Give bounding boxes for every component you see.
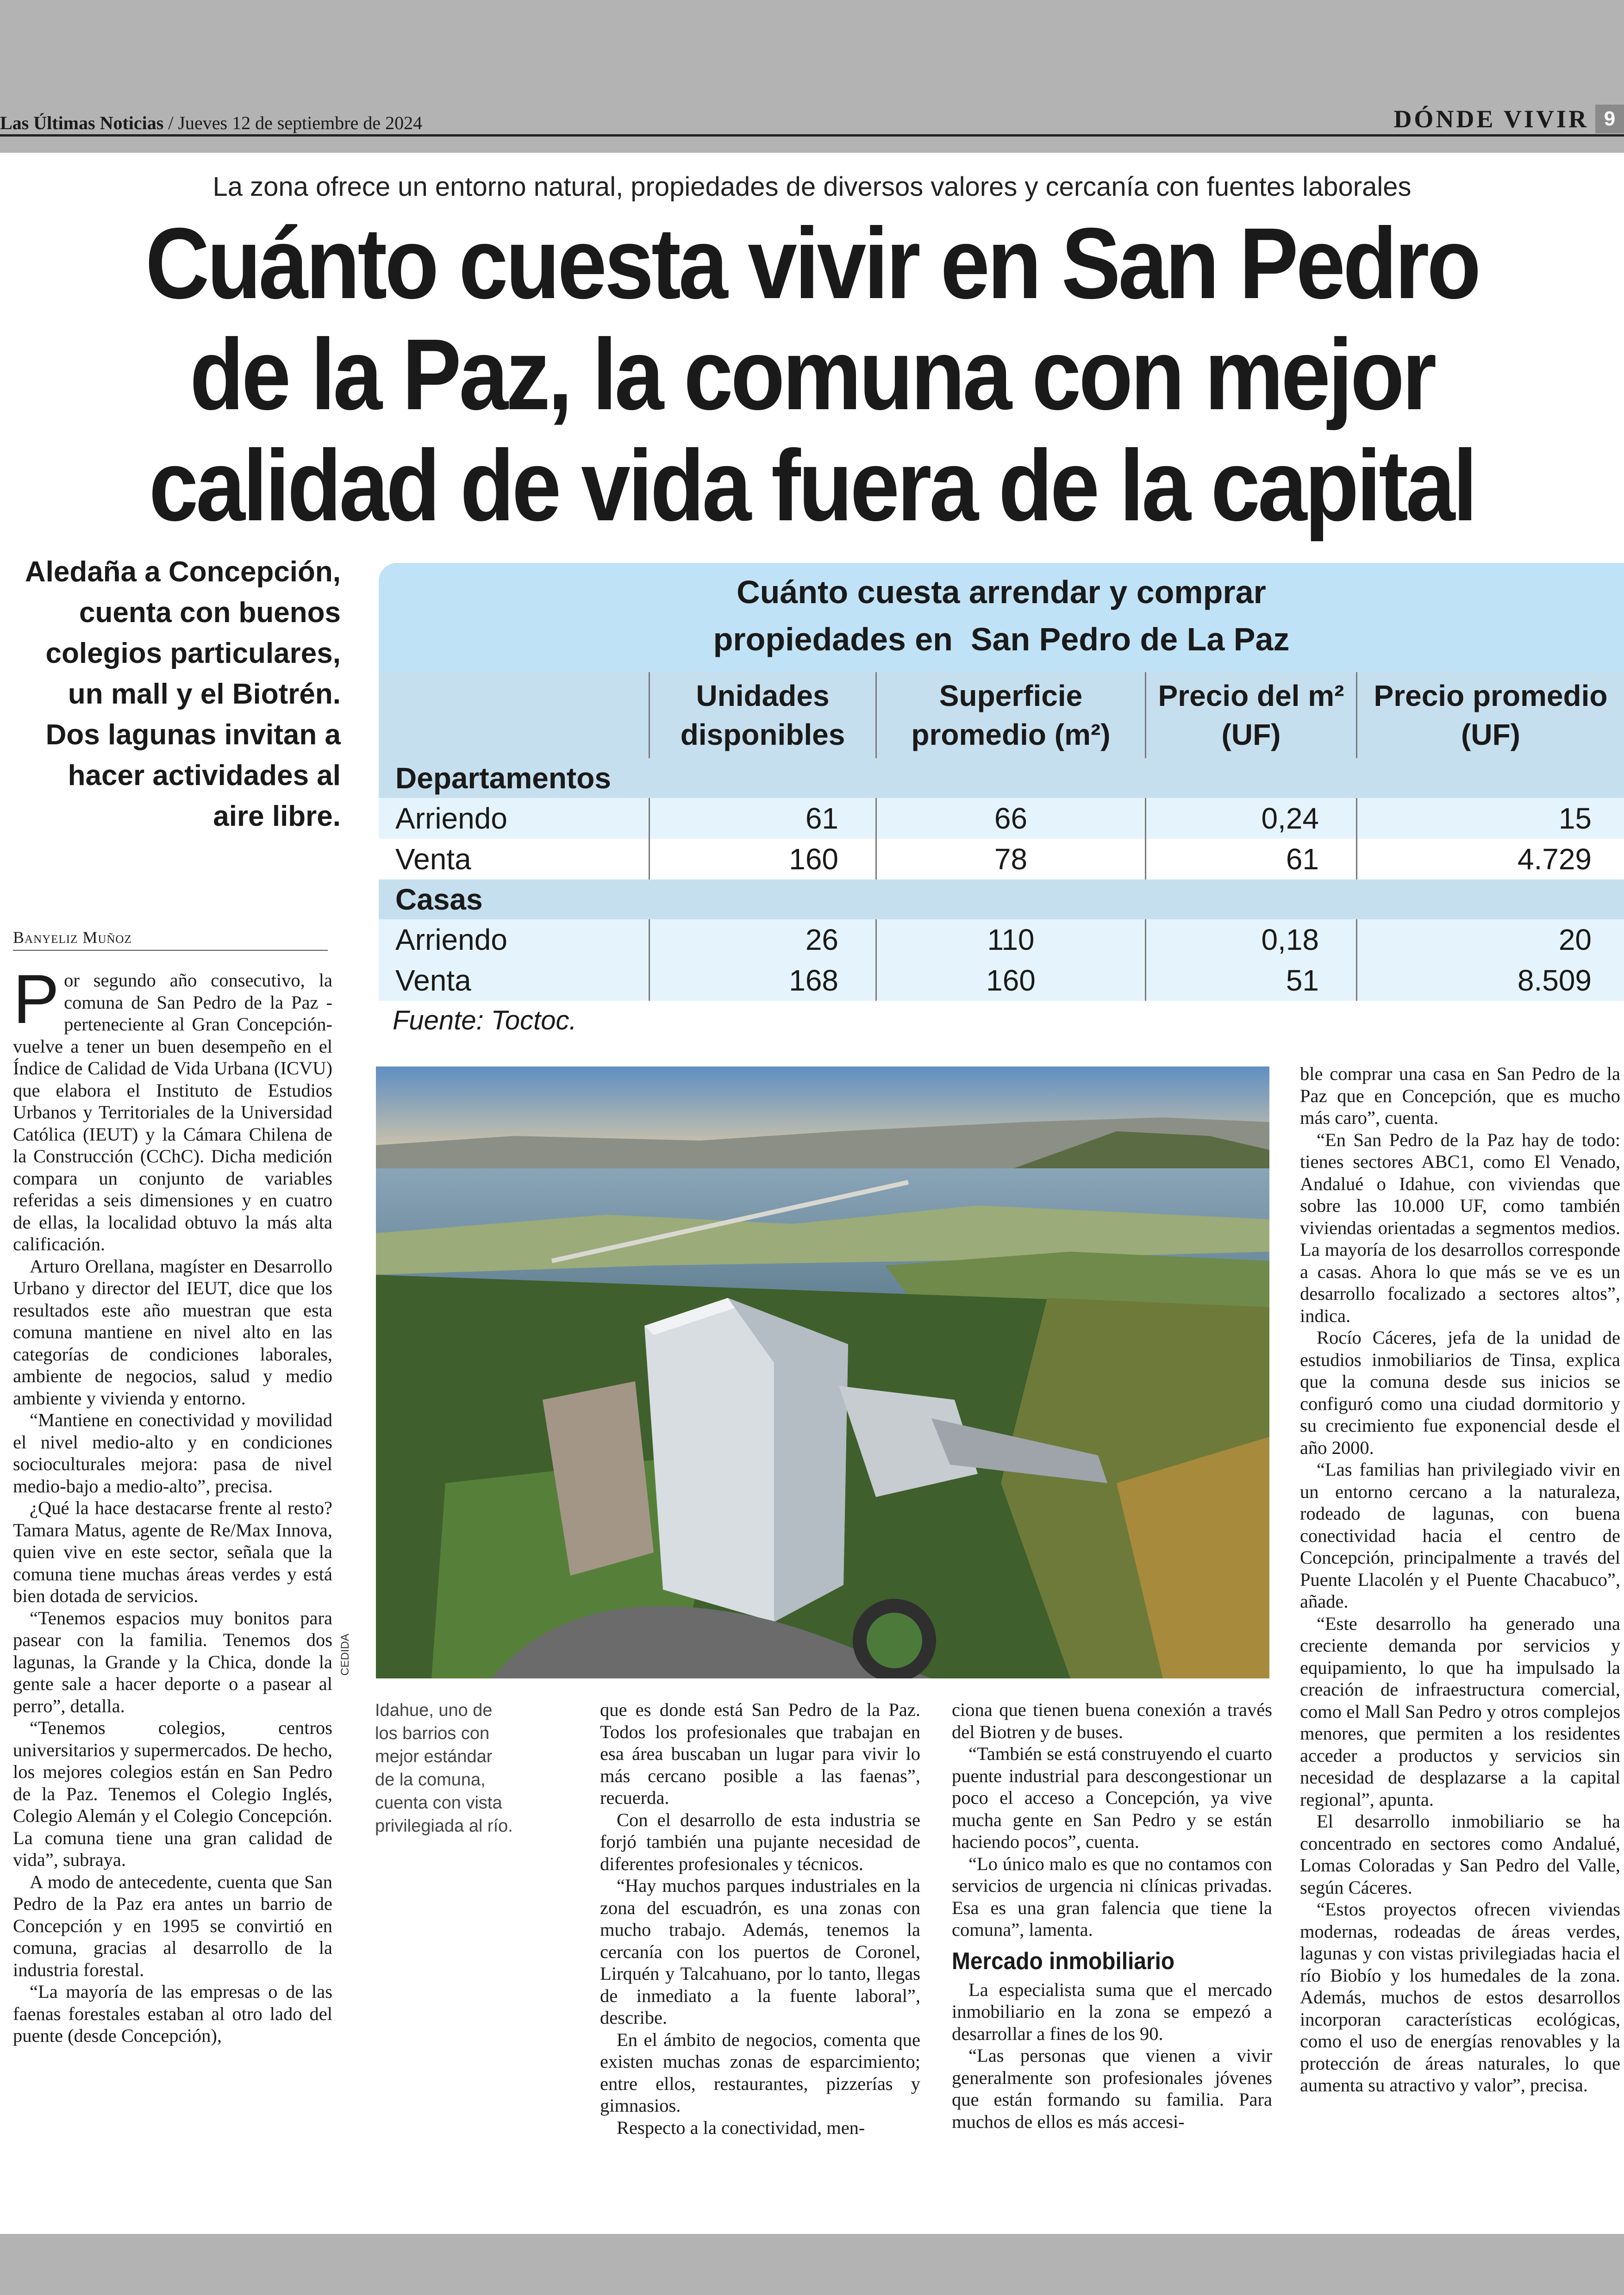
table-title-line-1: Cuánto cuesta arrendar y comprar <box>737 574 1266 610</box>
table-row <box>379 798 1624 839</box>
cell-area: 66 <box>877 798 1146 839</box>
body-paragraph: La especialista suma que el mercado inmobiliario en la zona se empezó a desarrollar a fines de los 90. <box>952 1979 1272 2044</box>
body-paragraph: ¿Qué la hace destacarse frente al resto? Tamara Matus, agente de Re/Max Innova, quien vive en este sector, señala que la comuna tiene muchas áreas verdes y está bien dotada de servicios. <box>13 1497 332 1606</box>
table-source: Fuente: Toctoc. <box>393 1005 577 1035</box>
table-row <box>379 960 1624 1001</box>
body-paragraph: “Este desarrollo ha generado una creciente demanda por servicios y equipamiento, lo que ha impulsado la creación de infraestructura comercial, como el Mall San Pedro y otros complejos menores, que permiten a los residentes acceder a productos y servicios sin necesidad de desplazarse a la capital regional”, apunta. <box>1300 1613 1620 1810</box>
cell-avg-price: 8.509 <box>1517 964 1592 997</box>
page-header-left <box>0 112 422 134</box>
row-label: Venta <box>379 960 650 1001</box>
cell-avg-price: 15 <box>1558 802 1592 835</box>
body-paragraph: Respecto a la conectividad, men- <box>617 2117 865 2138</box>
table-header-area: Superficie promedio (m²) <box>877 672 1146 758</box>
cell-area: 160 <box>877 960 1146 1001</box>
photo-credit: CEDIDA <box>339 1634 351 1676</box>
body-paragraph: Rocío Cáceres, jefa de la unidad de estudios inmobiliarios de Tinsa, explica que la comuna desde sus inicios se configuró como una ciudad dormitorio y su crecimiento fue exponencial desde el año 2000. <box>1300 1327 1620 1458</box>
body-paragraph: Arturo Orellana, magíster en Desarrollo Urbano y director del IEUT, dice que los resultados este año muestran que esta comuna mantiene en nivel alto en las categorías de condiciones laborales, ambiente de negocios, salud y medio ambiente y vivienda y entorno. <box>13 1255 332 1409</box>
body-column-1 <box>13 960 332 2047</box>
body-column-3 <box>952 1699 1272 2133</box>
lead-paragraph: Aledaña a Concepción, cuenta con buenos colegios particulares, un mall y el Biotrén. Dos lagunas invitan a hacer actividades al aire libre. <box>25 556 341 832</box>
publication-name: Las Últimas Noticias <box>0 112 164 133</box>
table-group-casas: Casas <box>379 879 1624 919</box>
cell-units: 168 <box>650 960 877 1001</box>
body-paragraph: “Estos proyectos ofrecen viviendas modernas, rodeadas de áreas verdes, lagunas y con vistas privilegiadas hacia el río Biobío y los humedales de la zona. Además, muchos de estos desarrollos incorporan características ecológicas, como el uso de energías renovables y la protección de áreas naturales, lo que aumenta su atractivo y valor”, precisa. <box>1300 1899 1620 2095</box>
body-paragraph: En el ámbito de negocios, comenta que existen muchas zonas de esparcimiento; entre ellos, restaurantes, pizzerías y gimnasios. <box>600 2029 920 2116</box>
kicker: La zona ofrece un entorno natural, propiedades de diversos valores y cercanía con fuentes laborales <box>212 172 1412 202</box>
body-paragraph: “Hay muchos parques industriales en la zona del escuadrón, es una zonas con mucho trabajo. Además, tenemos la cercanía con los puertos de Coronel, Lirquén y Talcahuano, por lo tanto, llegas de inmediato a la fuente laboral”, describe. <box>600 1875 920 2028</box>
cell-price-m2: 51 <box>1146 960 1357 1001</box>
row-label: Arriendo <box>379 919 650 960</box>
cell-units: 160 <box>650 839 877 879</box>
table-header-units: Unidades disponibles <box>650 672 877 758</box>
body-paragraph: “Lo único malo es que no contamos con servicios de urgencia ni clínicas privadas. Esa es una gran falencia que tiene la comuna”, lamenta. <box>952 1853 1272 1940</box>
table-row <box>379 919 1624 960</box>
drop-cap: P <box>13 960 60 1038</box>
body-paragraph: “Tenemos colegios, centros universitarios y supermercados. De hecho, los mejores colegios están en San Pedro de la Paz. Tenemos el Colegio Inglés, Colegio Alemán y el Colegio Concepción. La comuna tiene una gran calidad de vida”, subraya. <box>13 1717 332 1870</box>
body-paragraph: “En San Pedro de la Paz hay de todo: tienes sectores ABC1, como El Venado, Andalué o Idahue, con viviendas que sobre las 10.000 UF, como también viviendas orientadas a segmentos medios. La mayoría de los desarrollos corresponde a casas. Ahora lo que más se ve es un desarrollo focalizado a sectores altos”, indica. <box>1300 1129 1620 1326</box>
body-paragraph: que es donde está San Pedro de la Paz. Todos los profesionales que trabajan en esa área buscaban un lugar para vivir lo más cercano posible a las faenas”, recuerda. <box>600 1699 920 1808</box>
cell-avg-price: 4.729 <box>1517 842 1592 876</box>
body-column-2 <box>600 1699 920 2139</box>
table-title <box>379 563 1624 672</box>
body-column-4 <box>1300 1063 1620 2096</box>
table-title-line-2: propiedades en San Pedro de La Paz <box>713 621 1290 657</box>
cell-price-m2: 0,24 <box>1146 798 1357 839</box>
body-paragraph: El desarrollo inmobiliario se ha concentrado en sectores como Andalué, Lomas Coloradas y San Pedro del Valle, según Cáceres. <box>1300 1811 1620 1898</box>
table-header-price-m2: Precio del m² (UF) <box>1146 672 1357 758</box>
cell-area: 110 <box>877 919 1146 960</box>
header-rule <box>0 134 1624 137</box>
body-paragraph: Con el desarrollo de esta industria se forjó también una pujante necesidad de diferentes profesionales y técnicos. <box>600 1809 920 1874</box>
first-paragraph-text: or segundo año consecutivo, la comuna de San Pedro de la Paz -perteneciente al Gran Concepción- vuelve a tener un buen desempeño en el Índice de Calidad de Vida Urbana (ICVU) que elabora el Instituto de Estudios Urbanos y Territoriales de la Universidad Católica (IEUT) y la Cámara Chilena de la Construcción (CChC). Dicha medición compara un conjunto de variables referidas a seis dimensiones y en cuatro de ellas, la localidad obtuvo la más alta calificación. <box>13 970 332 1254</box>
row-label: Arriendo <box>379 798 650 839</box>
issue-date: / Jueves 12 de septiembre de 2024 <box>168 112 423 133</box>
cell-units: 61 <box>650 798 877 839</box>
price-table <box>379 563 1624 1035</box>
table-row <box>379 839 1624 879</box>
cell-area: 78 <box>877 839 1146 879</box>
body-paragraph: ciona que tienen buena conexión a través del Biotren y de buses. <box>952 1699 1272 1742</box>
table-header-avg-price: Precio promedio (UF) <box>1374 679 1608 751</box>
table-group-departamentos: Departamentos <box>379 758 1624 798</box>
table-header-row <box>379 672 1624 758</box>
body-paragraph: “Las familias han privilegiado vivir en un entorno cercano a la naturaleza, rodeado de lagunas, con buena conectividad hacia el centro de Concepción, principalmente a través del Puente Llacolén y el Puente Chacabuco”, añade. <box>1300 1459 1620 1612</box>
bottom-margin-band <box>0 2234 1624 2295</box>
subhead: Mercado inmobiliario <box>952 1947 1175 1975</box>
body-paragraph: “Las personas que vienen a vivir generalmente son profesionales jóvenes que están formando su familia. Para muchos de ellos es más accesi- <box>952 2045 1272 2132</box>
table-header-empty <box>379 672 650 758</box>
photo-caption: Idahue, uno de los barrios con mejor estándar de la comuna, cuenta con vista privilegiada al río. <box>375 1701 513 1836</box>
body-paragraph: ble comprar una casa en San Pedro de la Paz que en Concepción, que es mucho más caro”, cuenta. <box>1300 1063 1620 1128</box>
body-paragraph: “Tenemos espacios muy bonitos para pasear con la familia. Tenemos dos lagunas, la Grande y la Chica, donde la gente sale a hacer deporte o a pasear al perro”, detalla. <box>13 1607 332 1716</box>
headline: Cuánto cuesta vivir en San Pedro de la Paz, la comuna con mejor calidad de vida fuera de la capital <box>145 207 1479 542</box>
page-number: 9 <box>1595 105 1624 133</box>
cell-units: 26 <box>650 919 877 960</box>
aerial-photo <box>376 1066 1269 1678</box>
body-paragraph <box>13 960 332 1255</box>
body-paragraph: A modo de antecedente, cuenta que San Pedro de la Paz era antes un barrio de Concepción y en 1995 se convirtió en comuna, gracias al desarrollo de la industria forestal. <box>13 1871 332 1980</box>
page-header-right <box>1393 105 1624 133</box>
cell-price-m2: 0,18 <box>1146 919 1357 960</box>
body-paragraph: “La mayoría de las empresas o de las faenas forestales estaban al otro lado del puente (desde Concepción), <box>13 1981 332 2046</box>
cell-price-m2: 61 <box>1146 839 1357 879</box>
cell-avg-price: 20 <box>1558 923 1592 956</box>
section-name: DÓNDE VIVIR <box>1393 105 1589 133</box>
row-label: Venta <box>379 839 650 879</box>
body-paragraph: “También se está construyendo el cuarto puente industrial para descongestionar un poco el acceso a Concepción, ya vive mucha gente en San Pedro y se están haciendo pocos”, cuenta. <box>952 1743 1272 1852</box>
body-paragraph: “Mantiene en conectividad y movilidad el nivel medio-alto y en condiciones socioculturales mejora: pasa de nivel medio-bajo a medio-alto”, precisa. <box>13 1409 332 1497</box>
byline: Banyeliz Muñoz <box>13 928 328 951</box>
